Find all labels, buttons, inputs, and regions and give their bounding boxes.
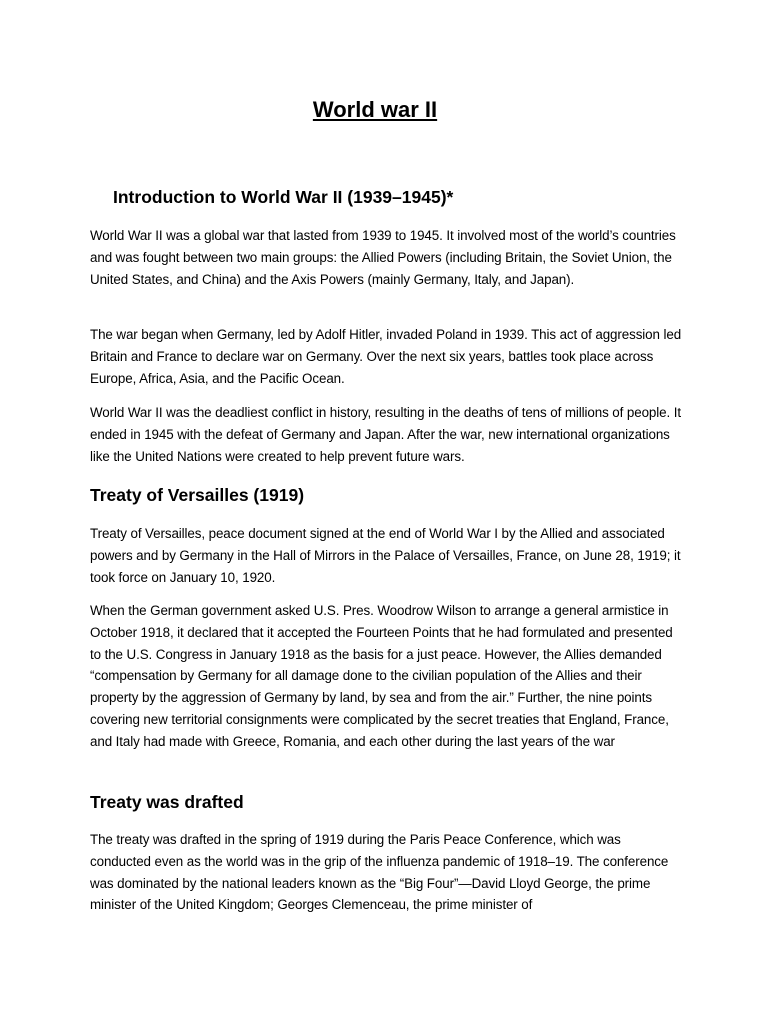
versailles-paragraph-2: When the German government asked U.S. Pres. Woodrow Wilson to arrange a general armistice in October 1918, it declared that it accepted the Fourteen Points that he had formulated and presented to the U.S. Congress in January 1918 as the basis for a just peace. However, the Allies demanded “compensation by Germany for all damage done to the civilian population of the Allies and their property by the aggression of Germany by land, by sea and from the air.” Further, the nine points covering new territorial consignments were complicated by the secret treaties that England, France, and Italy had made with Greece, Romania, and each other during the last years of the war	[90, 603, 673, 749]
drafted-paragraph-1: The treaty was drafted in the spring of 1919 during the Paris Peace Conference, which was conducted even as the world was in the grip of the influenza pandemic of 1918–19. The conference was dominated by the national leaders known as the “Big Four”—David Lloyd George, the prime minister of the United Kingdom; Georges Clemenceau, the prime minister of	[90, 832, 669, 913]
intro-paragraph-1: World War II was a global war that lasted from 1939 to 1945. It involved most of the world’s countries and was fought between two main groups: the Allied Powers (including Britain, the Soviet Union, the United States, and China) and the Axis Powers (mainly Germany, Italy, and Japan).	[90, 228, 676, 287]
intro-paragraph-3: World War II was the deadliest conflict in history, resulting in the deaths of tens of millions of people. It ended in 1945 with the defeat of Germany and Japan. After the war, new international organizations like the United Nations were created to help prevent future wars.	[90, 405, 681, 464]
intro-paragraph-2: The war began when Germany, led by Adolf Hitler, invaded Poland in 1939. This act of aggression led Britain and France to declare war on Germany. Over the next six years, battles took place across Europe, Africa, Asia, and the Pacific Ocean.	[90, 327, 682, 386]
versailles-heading: Treaty of Versailles (1919)	[90, 485, 305, 505]
document-title: World war II	[312, 97, 438, 122]
versailles-paragraph-1: Treaty of Versailles, peace document signed at the end of World War I by the Allied and associated powers and by Germany in the Hall of Mirrors in the Palace of Versailles, France, on June 28, 1919; it took force on January 10, 1920.	[90, 526, 681, 585]
intro-heading: Introduction to World War II (1939–1945)*	[113, 187, 454, 207]
drafted-heading: Treaty was drafted	[90, 792, 244, 812]
